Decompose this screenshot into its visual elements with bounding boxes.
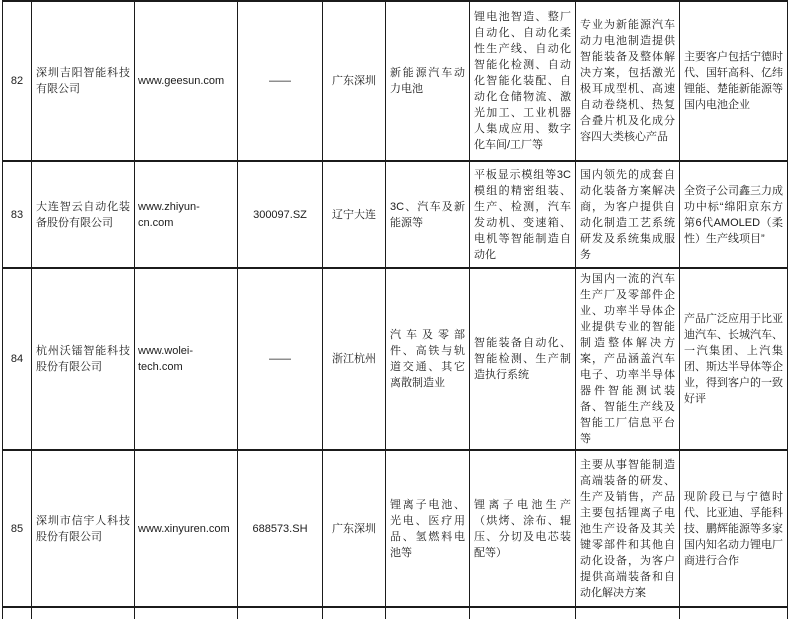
cell-stock-code: —— [238, 1, 323, 161]
cell-customers: 产品广泛应用于比亚迪汽车、长城汽车、一汽集团、上汽集团、斯达半导体等企业，得到客户的一致好评 [680, 268, 788, 450]
cell-company-name: 深圳吉阳智能科技有限公司 [32, 1, 135, 161]
cell-empty [323, 607, 386, 619]
cell-stock-code: 300097.SZ [238, 161, 323, 268]
cell-products: 锂离子电池生产（烘烤、涂布、辊压、分切及电芯装配等） [470, 450, 576, 607]
table-row [3, 161, 788, 268]
table-row [3, 450, 788, 607]
cell-website: www.geesun.com [135, 1, 238, 161]
cell-company-name: 深圳市信宇人科技股份有限公司 [32, 450, 135, 607]
cell-website: www.zhiyun-cn.com [135, 161, 238, 268]
cell-row-number: 82 [3, 1, 32, 161]
cell-empty [386, 607, 470, 619]
cell-industry: 3C、汽车及新能源等 [386, 161, 470, 268]
cell-customers: 主要客户包括宁德时代、国轩高科、亿纬锂能、楚能新能源等国内电池企业 [680, 1, 788, 161]
cell-location: 广东深圳 [323, 450, 386, 607]
cell-empty [238, 607, 323, 619]
cell-location: 辽宁大连 [323, 161, 386, 268]
cell-profile: 主要从事智能制造高端装备的研发、生产及销售，产品主要包括锂离子电池生产设备及其关键零部件和其他自动化设备，为客户提供高端装备和自动化解决方案 [576, 450, 680, 607]
cell-products: 智能装备自动化、智能检测、生产制造执行系统 [470, 268, 576, 450]
cell-stock-code: 688573.SH [238, 450, 323, 607]
cell-row-number: 84 [3, 268, 32, 450]
cell-industry: 汽车及零部件、高铁与轨道交通、其它离散制造业 [386, 268, 470, 450]
table-row-partial-bottom [3, 607, 788, 619]
cell-website: www.xinyuren.com [135, 450, 238, 607]
cell-profile: 国内领先的成套自动化装备方案解决商，为客户提供自动化制造工艺系统研发及系统集成服务 [576, 161, 680, 268]
cell-empty [680, 607, 788, 619]
table-row [3, 268, 788, 450]
cell-empty [576, 607, 680, 619]
cell-customers: 现阶段已与宁德时代、比亚迪、孚能科技、鹏辉能源等多家国内知名动力锂电厂商进行合作 [680, 450, 788, 607]
cell-company-name: 杭州沃镭智能科技股份有限公司 [32, 268, 135, 450]
cell-customers: 全资子公司鑫三力成功中标“绵阳京东方第6代AMOLED（柔性）生产线项目” [680, 161, 788, 268]
cell-row-number: 85 [3, 450, 32, 607]
table-row [3, 1, 788, 161]
cell-company-name: 大连智云自动化装备股份有限公司 [32, 161, 135, 268]
cell-empty [135, 607, 238, 619]
cell-location: 浙江杭州 [323, 268, 386, 450]
cell-industry: 新能源汽车动力电池 [386, 1, 470, 161]
cell-products: 平板显示模组等3C模组的精密组装、生产、检测，汽车发动机、变速箱、电机等智能制造自动化 [470, 161, 576, 268]
cell-row-number: 83 [3, 161, 32, 268]
cell-products: 锂电池智造、整厂自动化、自动化柔性生产线、自动化智能化检测、自动化智能化装配、自动化仓储物流、激光加工、工业机器人集成应用、数字化车间/工厂等 [470, 1, 576, 161]
cell-empty [470, 607, 576, 619]
cell-location: 广东深圳 [323, 1, 386, 161]
cell-stock-code: —— [238, 268, 323, 450]
cell-industry: 锂离子电池、光电、医疗用品、氢燃料电池等 [386, 450, 470, 607]
cell-profile: 为国内一流的汽车生产厂及零部件企业、功率半导体企业提供专业的智能制造整体解决方案，产品涵盖汽车电子、功率半导体器件智能测试装备、智能生产线及智能工厂信息平台等 [576, 268, 680, 450]
company-table [2, 0, 788, 619]
cell-empty [3, 607, 32, 619]
cell-profile: 专业为新能源汽车动力电池制造提供智能装备及整体解决方案，包括激光极耳成型机、高速自动卷绕机、热复合叠片机及化成分容四大类核心产品 [576, 1, 680, 161]
cell-empty [32, 607, 135, 619]
cell-website: www.wolei-tech.com [135, 268, 238, 450]
